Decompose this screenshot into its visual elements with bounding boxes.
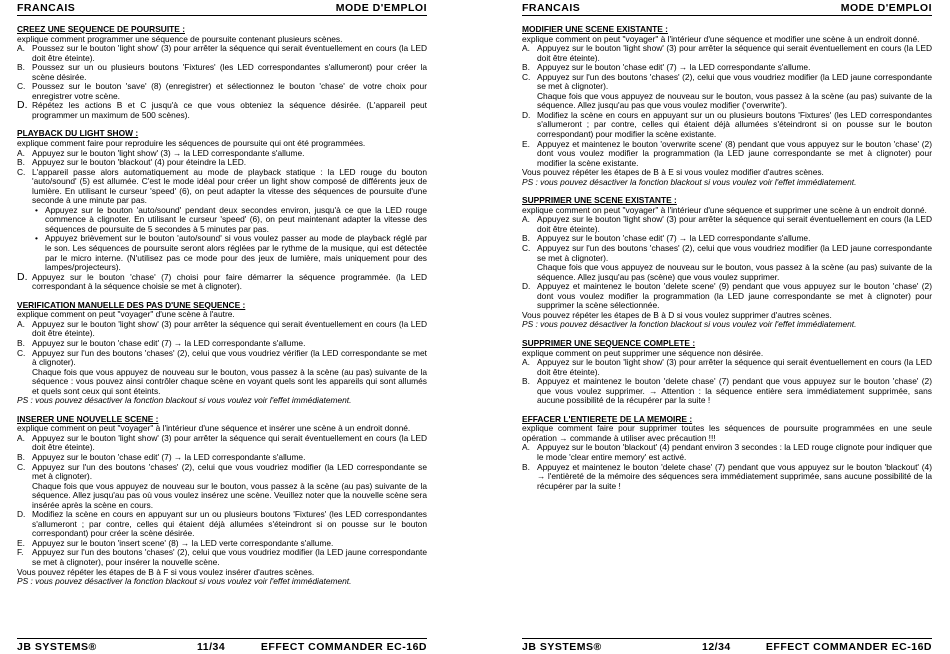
page-11 (17, 0, 427, 654)
footer-product: EFFECT COMMANDER EC-16D (260, 641, 427, 653)
step-label: D. (522, 109, 531, 120)
step-text: Modifiez la scène en cours en appuyant sur un ou plusieurs boutons 'Fixtures' (les LED correspondantes s'allumeront ; par contre, celles qui étaient déjà allumées s'éteindront si on pousse sur le bouton correspondant) pour modifier la scène existante. (537, 109, 932, 140)
step-text: Appuyez sur l'un des boutons 'chases' (2), celui que vous voudriez modifier (la LED jaune correspondante se met à clignoter), pour insérer la nouvelle scène. (32, 547, 427, 567)
step-text: Poussez sur le bouton 'save' (8) (enregistrer) et sélectionnez le bouton 'chase' de votre choix pour enregistrer votre scène. (32, 81, 427, 101)
step-continuation: Chaque fois que vous appuyez de nouveau sur le bouton, vous passez à la scène (au pas) suivante de la séquence. Allez jusqu'au pas que vous voulez modifier ('overwrite'). (537, 90, 932, 111)
step-text: Appuyez sur le bouton 'chase edit' (7) → la LED correspondante s'allume. (537, 233, 811, 244)
section-title: MODIFIER UNE SCENE EXISTANTE : (522, 24, 668, 34)
section-intro: explique comment on peut "voyager" à l'intérieur d'une séquence et insérer une scène à un endroit donné. (17, 423, 411, 434)
footer-brand: JB SYSTEMS® (17, 641, 97, 653)
section-title: VERIFICATION MANUELLE DES PAS D'UNE SEQUENCE : (17, 299, 246, 310)
section-ps-note: PS : vous pouvez désactiver la fonction blackout si vous voulez voir l'effet immédiatement. (17, 576, 352, 587)
section (522, 415, 932, 491)
page-12 (522, 0, 932, 654)
step-label: A. (17, 147, 25, 158)
footer-page-number: 11/34 (197, 641, 226, 653)
bullet-text: Appuyez brièvement sur le bouton 'auto/sound' si vous voulez passer au mode de playback réglé par le son. Les séquences de poursuite seront alors réglées par le rythme de la musique, qui est détectée par le micro interne. (N'utilisez pas ce mode pour des jeux de lumière, mais uniquement pour des lampes/projecteurs). (45, 233, 427, 273)
step-item (17, 63, 427, 82)
step-text: Appuyez et maintenez le bouton 'delete scene' (9) pendant que vous appuyez sur le bouton 'chase' (2) dont vous voulez modifier la programmation (la LED jaune correspondante se met à clignoter) pour supprimer la scène sélectionnée. (537, 281, 932, 311)
section (17, 415, 427, 587)
step-text: Appuyez sur l'un des boutons 'chases' (2), celui que vous voudriez modifier (la LED jaune correspondante se met à clignoter). (537, 243, 932, 263)
footer-rule (17, 638, 427, 639)
section-intro: explique comment faire pour supprimer toutes les séquences de poursuite programmées en une seule opération → commande à utiliser avec précaution !!! (522, 423, 932, 443)
header-language: FRANCAIS (17, 2, 76, 14)
step-item (17, 320, 427, 339)
step-item (522, 443, 932, 462)
bullet-icon: • (35, 233, 38, 244)
page-header (17, 2, 427, 15)
step-text: Appuyez sur le bouton 'light show' (3) pour arrêter la séquence qui serait éventuellement en cours (la LED doit être éteinte). (537, 214, 932, 234)
step-continuation: Chaque fois que vous appuyez de nouveau sur le bouton, vous passez à la scène (au pas) suivante de la séquence. Allez jusqu'au pas où vous voulez insérez une scène. Veuillez noter que la nouvelle scène sera insérée après la scène en cours. (32, 480, 427, 510)
step-item (17, 510, 427, 539)
step-label: E. (17, 537, 25, 548)
section-intro: explique comment faire pour reproduire les séquences de poursuite qui ont été programmées. (17, 138, 366, 149)
step-item (522, 377, 932, 406)
step-item (17, 548, 427, 567)
step-text: Appuyez sur le bouton 'blackout' (4) pour éteindre la LED. (32, 157, 247, 168)
footer-page-number: 12/34 (702, 641, 731, 653)
step-item (522, 244, 932, 263)
step-item (522, 463, 932, 492)
section (522, 196, 932, 330)
step-item (17, 434, 427, 453)
step-text: Appuyez sur le bouton 'chase edit' (7) → la LED correspondante s'allume. (32, 451, 306, 462)
footer-rule (522, 638, 932, 639)
step-text: Appuyez sur le bouton 'chase' (7) choisi pour faire démarrer la séquence programmée. (la LED correspondant à la séquence choisie se met à clignoter). (32, 271, 427, 292)
section-intro: explique comment on peut "voyager" à l'intérieur d'une séquence et modifier une scène à un endroit donné. (522, 33, 920, 44)
step-item (17, 44, 427, 63)
section-intro: explique comment on peut "voyager" à l'intérieur d'une séquence et supprimer une scène à un endroit donné. (522, 204, 927, 215)
section-intro: explique comment on peut "voyager" d'une scène à l'autre. (17, 309, 235, 320)
step-label: C. (17, 166, 26, 177)
step-label: B. (522, 233, 530, 244)
step-label: A. (522, 214, 530, 225)
step-text: Appuyez et maintenez le bouton 'delete chase' (7) pendant que vous appuyez sur le bouton 'blackout' (4) → l'entièreté de la mémoire des séquences sera immédiatement supprimée, sans aucune possibilité de la récupérer par la suite ! (537, 461, 932, 491)
header-rule (17, 15, 427, 16)
step-item (522, 44, 932, 63)
section-outro: Vous pouvez répéter les étapes de B à E si vous voulez modifier d'autres scènes. (522, 167, 824, 178)
step-item (17, 82, 427, 101)
step-item (522, 111, 932, 140)
step-text: Appuyez sur l'un des boutons 'chases' (2), celui que vous voudriez vérifier (la LED correspondante se met à clignoter). (32, 347, 427, 368)
section (17, 129, 427, 291)
section (17, 25, 427, 120)
page-footer (17, 641, 427, 654)
step-text: Appuyez sur l'un des boutons 'chases' (2), celui que vous voudriez modifier (la LED correspondante se met à clignoter). (32, 461, 427, 482)
step-label: C. (17, 347, 26, 358)
step-label: B. (522, 62, 530, 73)
section-intro: explique comment programmer une séquence de poursuite contenant plusieurs scènes. (17, 33, 343, 44)
step-item (17, 463, 427, 482)
step-label: B. (17, 62, 25, 73)
step-label: D. (17, 270, 28, 283)
bullet-item (17, 234, 427, 272)
section-ps-note: PS : vous pouvez désactiver la fonction blackout si vous voulez voir l'effet immédiatement. (17, 395, 352, 406)
step-label: A. (17, 43, 25, 54)
step-item (17, 270, 427, 292)
page-content (522, 25, 932, 500)
bullet-item (17, 206, 427, 235)
step-label: A. (522, 442, 530, 453)
step-text: Poussez sur un ou plusieurs boutons 'Fixtures' (les LED correspondantes s'allumeront) pour créer la scène désirée. (32, 62, 427, 82)
step-continuation: Chaque fois que vous appuyez de nouveau sur le bouton, vous passez à la scène (au pas) suivante de la séquence : vous pouvez ainsi contrôler chaque scène en voyant quels sont les appareils qui sont allumés et quels sont ceux qui sont éteints. (32, 366, 427, 396)
step-text: Répétez les actions B et C jusqu'à ce que vous obteniez la séquence désirée. (L'appareil peut programmer un maximum de 500 scènes). (32, 100, 427, 120)
step-label: C. (522, 243, 531, 254)
step-label: B. (522, 461, 530, 472)
section (522, 25, 932, 187)
step-label: B. (522, 376, 530, 387)
section-outro: Vous pouvez répéter les étapes de B à D si vous voulez supprimer d'autres scènes. (522, 309, 832, 320)
footer-product: EFFECT COMMANDER EC-16D (765, 641, 932, 653)
step-text: Appuyez sur le bouton 'insert scene' (8) → la LED verte correspondante s'allume. (32, 537, 334, 548)
step-label: A. (522, 357, 530, 368)
step-item (17, 101, 427, 120)
step-label: C. (17, 81, 26, 92)
step-text: Appuyez sur le bouton 'chase edit' (7) → la LED correspondante s'allume. (32, 337, 306, 348)
step-label: A. (522, 43, 530, 54)
step-text: Appuyez sur le bouton 'light show' (3) pour arrêter la séquence qui serait éventuellement en cours (la LED doit être éteinte). (32, 432, 427, 453)
step-label: A. (17, 432, 25, 443)
step-item (17, 168, 427, 206)
section-intro: explique comment on peut supprimer une séquence non désirée. (522, 347, 764, 358)
step-label: C. (522, 71, 531, 82)
step-text: Appuyez et maintenez le bouton 'overwrite scene' (8) pendant que vous appuyez sur le bouton 'chase' (2) dont vous voulez modifier la programmation (la LED jaune correspondante se met à clignoter) pour modifier la scène existante. (537, 138, 932, 168)
step-text: L'appareil passe alors automatiquement au mode de playback statique : la LED rouge du bouton 'auto/sound' (5) est allumée. C'est le mode idéal pour créer un light show composé de différents jeux de lumière. En utilisant le curseur 'speed' (6), on peut adapter la vitesse des séquences de poursuite d'une seconde à une minute par pas. (32, 166, 427, 206)
header-manual-title: MODE D'EMPLOI (335, 2, 427, 14)
step-label: F. (17, 547, 24, 558)
step-item (522, 140, 932, 169)
page-content (17, 25, 427, 596)
page-footer (522, 641, 932, 654)
step-text: Poussez sur le bouton 'light show' (3) pour arrêter la séquence qui serait éventuellement en cours (la LED doit être éteinte). (32, 43, 427, 63)
section-title: EFFACER L'ENTIERETE DE LA MEMOIRE : (522, 413, 693, 424)
step-item (522, 358, 932, 377)
step-text: Appuyez sur le bouton 'light show' (3) pour arrêter la séquence qui serait éventuellement en cours (la LED doit être éteinte). (32, 318, 427, 339)
step-text: Appuyez sur le bouton 'chase edit' (7) → la LED correspondante s'allume. (537, 62, 811, 73)
step-item (522, 282, 932, 311)
bullet-icon: • (35, 204, 38, 215)
step-label: E. (522, 138, 530, 149)
step-label: D. (17, 509, 26, 520)
section-title: CREEZ UNE SEQUENCE DE POURSUITE : (17, 24, 185, 34)
step-label: B. (17, 451, 25, 462)
section-outro: Vous pouvez répéter les étapes de B à F si vous voulez insérer d'autres scènes. (17, 566, 315, 577)
footer-brand: JB SYSTEMS® (522, 641, 602, 653)
step-text: Modifiez la scène en cours en appuyant sur un ou plusieurs boutons 'Fixtures' (les LED correspondantes s'allumeront ; par contre, celles qui étaient déjà allumées s'éteindront si on pousse sur le bouton correspondant) pour créer la scène désirée. (32, 509, 427, 539)
step-label: D. (17, 99, 28, 112)
step-label: B. (17, 337, 25, 348)
section-title: INSERER UNE NOUVELLE SCENE : (17, 413, 159, 424)
step-text: Appuyez sur l'un des boutons 'chases' (2), celui que vous voudriez modifier (la LED jaune correspondante se met à clignoter). (537, 71, 932, 92)
step-text: Appuyez sur le bouton 'light show' (3) → la LED correspondante s'allume. (32, 147, 305, 158)
header-manual-title: MODE D'EMPLOI (840, 2, 932, 14)
section (17, 301, 427, 406)
step-text: Appuyez et maintenez le bouton 'delete chase' (7) pendant que vous appuyez sur le bouton 'chase' (2) que vous voulez supprimer. → Attention : la séquence entière sera immédiatement supprimée, sans aucune possibilité de la récupérer par la suite ! (537, 376, 932, 406)
page-header (522, 2, 932, 15)
step-continuation: Chaque fois que vous appuyez de nouveau sur le bouton, vous passez à la scène (au pas) suivante de la séquence. Allez jusqu'au pas (scène) que vous voulez supprimer. (537, 262, 932, 282)
header-rule (522, 15, 932, 16)
section-title: SUPPRIMER UNE SCENE EXISTANTE : (522, 195, 677, 206)
section-ps-note: PS : vous pouvez désactiver la fonction blackout si vous voulez voir l'effet immédiatement. (522, 319, 857, 330)
step-label: D. (522, 281, 531, 292)
step-item (522, 215, 932, 234)
step-text: Appuyez sur le bouton 'light show' (3) pour arrêter la séquence qui serait éventuellement en cours (la LED doit être éteinte). (537, 43, 932, 63)
section-title: SUPPRIMER UNE SEQUENCE COMPLETE : (522, 337, 696, 348)
section-ps-note: PS : vous pouvez désactiver la fonction blackout si vous voulez voir l'effet immédiatement. (522, 176, 857, 187)
header-language: FRANCAIS (522, 2, 581, 14)
step-label: A. (17, 318, 25, 329)
section-title: PLAYBACK DU LIGHT SHOW : (17, 128, 139, 139)
step-text: Appuyez sur le bouton 'light show' (3) pour arrêter la séquence qui serait éventuellement en cours (la LED doit être éteinte). (537, 357, 932, 377)
step-label: B. (17, 157, 25, 168)
bullet-text: Appuyez sur le bouton 'auto/sound' pendant deux secondes environ, jusqu'à ce que la LED rouge commence à clignoter. En utilisant le curseur 'speed' (6), on peut maintenant adapter la vitesse des séquences de poursuite de 5 secondes à 5 minutes par pas. (45, 204, 427, 234)
step-item (522, 73, 932, 92)
step-item (17, 349, 427, 368)
step-label: C. (17, 461, 26, 472)
step-text: Appuyez sur le bouton 'blackout' (4) pendant environ 3 secondes : la LED rouge clignote pour indiquer que le mode 'clear entire memory' est activé. (537, 442, 932, 462)
section (522, 339, 932, 406)
